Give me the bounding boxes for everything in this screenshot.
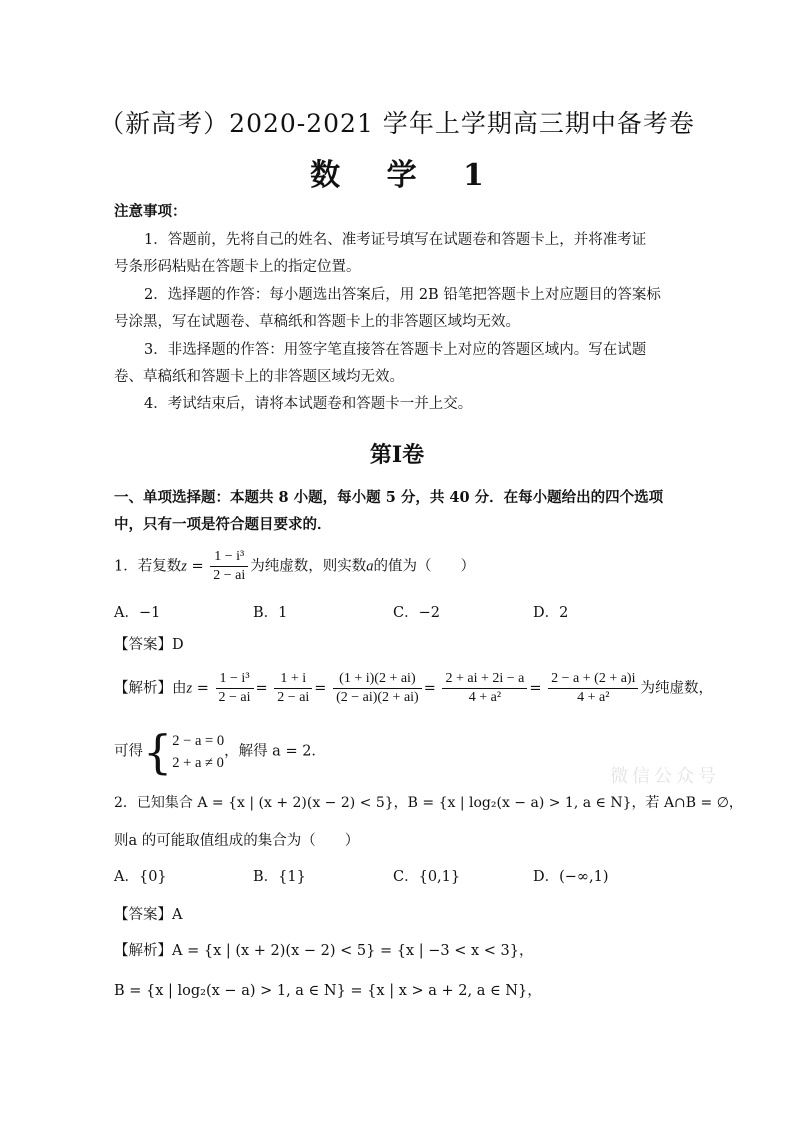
- notice-item-1-line-2: 号条形码粘贴在答题卡上的指定位置。: [114, 259, 361, 275]
- notice-item-2-line-1: 2．选择题的作答：每小题选出答案后，用 2B 铅笔把答题卡上对应题目的答案标: [144, 287, 661, 303]
- brace-icon: {: [143, 725, 173, 779]
- q1-system-lines: [172, 730, 224, 774]
- notice-item-4: 4．考试结束后，请将本试题卷和答题卡一并上交。: [144, 396, 473, 412]
- q2-analysis-line-1: 【解析】A = {x | (x + 2)(x − 2) < 5} = {x | −3 < x < 3}，: [114, 943, 534, 959]
- section-title: 第Ⅰ卷: [369, 442, 425, 468]
- q1-f1-den: 2 − ai: [218, 690, 251, 705]
- q1-option-d: D．2: [533, 605, 569, 621]
- watermark: 微信公众号: [610, 766, 720, 787]
- q1-stem: [114, 548, 475, 585]
- q1-analysis-frac-4: [442, 670, 527, 707]
- q1-fraction-den: 2 − ai: [213, 568, 246, 583]
- q1-suffix-a: 为纯虚数，则实数: [250, 558, 367, 575]
- subject-char-1: 数: [310, 158, 341, 193]
- q1-f5-den: 4 + a²: [577, 690, 610, 705]
- q1-f2-den: 2 − ai: [277, 690, 310, 705]
- q1-f5-num: 2 − a + (2 + a)i: [548, 670, 638, 689]
- q1-f1-num: 1 − i³: [216, 670, 254, 689]
- notice-item-2-line-2: 号涂黑，写在试题卷、草稿纸和答题卡上的非答题区域均无效。: [114, 314, 520, 330]
- subject-char-2: 学: [386, 158, 417, 193]
- section-intro-line-2: 中，只有一项是符合题目要求的．: [114, 516, 332, 533]
- q1-f2-num: 1 + i: [274, 670, 312, 689]
- q1-analysis-frac-3: [333, 670, 422, 707]
- q1-analysis-end: 为纯虚数，: [640, 680, 713, 697]
- q1-option-c: C．−2: [393, 605, 440, 621]
- q1-var-z: z: [181, 558, 187, 575]
- q2-analysis-line-2: B = {x | log₂(x − a) > 1, a ∈ N} = {x | x > a + 2, a ∈ N}，: [114, 983, 542, 999]
- q1-analysis-frac-2: [274, 670, 312, 707]
- subject-title: [0, 150, 794, 194]
- q1-option-a: A．−1: [114, 605, 161, 621]
- q1-f3-num: (1 + i)(2 + ai): [333, 670, 422, 689]
- q2-answer: 【答案】A: [114, 907, 183, 923]
- q1-f4-num: 2 + ai + 2i − a: [442, 670, 527, 689]
- q1-f4-den: 4 + a²: [468, 690, 502, 705]
- q2-option-b: B．{1}: [253, 869, 306, 885]
- q1-answer: 【答案】D: [114, 637, 184, 653]
- q1-fraction-num: 1 − i³: [210, 548, 248, 567]
- q1-sys-line-2: 2 + a ≠ 0: [172, 755, 224, 771]
- q1-analysis-label: 【解析】由: [114, 680, 187, 697]
- subject-char-3: 1: [463, 158, 484, 193]
- q1-system: [114, 725, 326, 779]
- q1-option-b: B．1: [253, 605, 288, 621]
- q2-stem-line-2: 则a 的可能取值组成的集合为（ ）: [114, 833, 360, 849]
- q1-prefix: 1．若复数: [114, 558, 182, 575]
- q2-option-c: C．{0,1}: [393, 869, 461, 885]
- q2-option-a: A．{0}: [114, 869, 167, 885]
- q1-analysis-frac-5: [548, 670, 638, 707]
- q1-analysis: 【解析】由z = $\frac{\text{1 − i³}}{2 - ai}$ = $\frac{1 + i}{2 - ai}$ = $\frac{(1 + i)(2 + ai)}{(2 - ai)(2 + ai)}$ = $\frac{2 + ai + 2i - a}{\text{4 + a²}}$ = $\frac{2 - a + (2 + a)i}{\text{4 + a²}}$ 为纯虚数，: [114, 671, 713, 705]
- q1-eq: =: [186, 558, 209, 575]
- notice-item-3-line-1: 3．非选择题的作答：用签字笔直接答在答题卡上对应的答题区域内。写在试题: [144, 342, 647, 358]
- q1-analysis-frac-1: [216, 670, 254, 707]
- section-intro-line-1: 一、单项选择题：本题共 8 小题，每小题 5 分，共 40 分．在每小题给出的四个选项: [114, 489, 664, 506]
- q2-option-d: D．(−∞,1): [533, 869, 609, 885]
- notice-heading: 注意事项：: [114, 203, 187, 220]
- q1-sys-result: ，解得 a = 2．: [224, 743, 326, 760]
- q1-f3-den: (2 − ai)(2 + ai): [336, 690, 419, 705]
- exam-title: （新高考）2020-2021 学年上学期高三期中备考卷: [99, 109, 695, 138]
- q1-suffix-b: 的值为（ ）: [373, 558, 476, 575]
- notice-item-1-line-1: 1．答题前，先将自己的姓名、准考证号填写在试题卷和答题卡上，并将准考证: [144, 232, 647, 248]
- q1-sys-line-1: 2 − a = 0: [172, 733, 225, 749]
- q1-var-a: a: [366, 558, 374, 575]
- q1-get-label: 可得: [114, 743, 143, 760]
- q1-fraction: [210, 548, 248, 585]
- notice-item-3-line-2: 卷、草稿纸和答题卡上的非答题区域均无效。: [114, 369, 404, 385]
- q2-stem-line-1: 2．已知集合 A = {x | (x + 2)(x − 2) < 5}，B = {x | log₂(x − a) > 1, a ∈ N}，若 A∩B = ∅，: [114, 795, 743, 811]
